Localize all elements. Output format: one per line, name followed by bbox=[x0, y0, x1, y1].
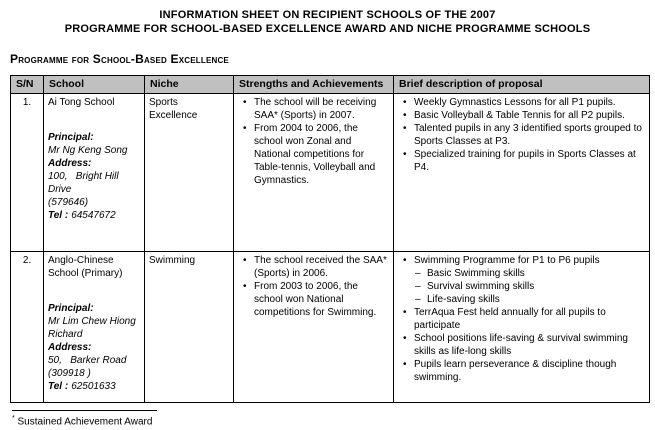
footnote-text: Sustained Achievement Award bbox=[17, 416, 153, 428]
cell-strengths bbox=[234, 252, 394, 403]
footnote-separator bbox=[12, 410, 157, 411]
bullet-icon: • bbox=[243, 255, 247, 266]
list-item: • TerrAqua Fest held annually for all pupils to participate bbox=[398, 306, 645, 332]
postal-code: (579646) bbox=[48, 197, 89, 208]
header-sn: S/N bbox=[11, 76, 44, 94]
tel-line bbox=[48, 380, 140, 393]
footnote bbox=[12, 412, 655, 428]
bullet-icon: • bbox=[403, 110, 407, 121]
schools-table bbox=[10, 75, 650, 403]
tel-line bbox=[48, 209, 140, 222]
principal-label: Principal: bbox=[48, 132, 94, 143]
sub-list-item: – Survival swimming skills bbox=[415, 281, 535, 292]
header-strengths: Strengths and Achievements bbox=[234, 76, 394, 94]
bullet-icon: • bbox=[243, 281, 247, 292]
list-item: • The school will be receiving SAA* (Sports) in 2007. bbox=[238, 96, 389, 122]
cell-niche: Sports Excellence bbox=[145, 94, 234, 252]
table-header-row bbox=[11, 76, 650, 94]
list-item: • From 2003 to 2006, the school won National competitions for Swimming. bbox=[238, 280, 389, 319]
list-item: • Swimming Programme for P1 to P6 pupils bbox=[398, 254, 645, 267]
principal-name: Mr Ng Keng Song bbox=[48, 145, 128, 156]
school-name: Ai Tong School bbox=[48, 97, 115, 108]
bullet-icon: • bbox=[243, 97, 247, 108]
dash-icon: – bbox=[415, 268, 421, 279]
address-line: 50, Barker Road bbox=[48, 355, 127, 366]
list-item: • From 2004 to 2006, the school won Zonal and National competitions for Table-tennis, Volleyball and Gymnastics. bbox=[238, 122, 389, 187]
address-line: 100, Bright Hill Drive bbox=[48, 171, 122, 195]
title-line-1: INFORMATION SHEET ON RECIPIENT SCHOOLS OF THE 2007 bbox=[159, 9, 496, 21]
address-label: Address: bbox=[48, 158, 92, 169]
bullet-icon: • bbox=[403, 359, 407, 370]
principal-label: Principal: bbox=[48, 303, 94, 314]
cell-school bbox=[44, 94, 145, 252]
address-label: Address: bbox=[48, 342, 92, 353]
cell-strengths bbox=[234, 94, 394, 252]
footnote-marker: * bbox=[12, 415, 15, 422]
school-contact bbox=[48, 131, 140, 222]
document-title bbox=[0, 0, 655, 36]
table-row bbox=[11, 94, 650, 252]
cell-school bbox=[44, 252, 145, 403]
table-row bbox=[11, 252, 650, 403]
principal-name: Mr Lim Chew Hiong Richard bbox=[48, 316, 136, 340]
header-niche: Niche bbox=[145, 76, 234, 94]
cell-sn: 2. bbox=[11, 252, 44, 403]
bullet-icon: • bbox=[403, 97, 407, 108]
dash-icon: – bbox=[415, 294, 421, 305]
tel-number: 62501633 bbox=[71, 381, 116, 392]
list-item: • School positions life-saving & survival swimming skills as life-long skills bbox=[398, 332, 645, 358]
bullet-icon: • bbox=[403, 255, 407, 266]
header-school: School bbox=[44, 76, 145, 94]
school-contact bbox=[48, 302, 140, 393]
bullet-icon: • bbox=[403, 149, 407, 160]
list-item: • Pupils learn perseverance & discipline though swimming. bbox=[398, 358, 645, 384]
cell-niche: Swimming bbox=[145, 252, 234, 403]
sub-list bbox=[413, 267, 645, 306]
header-proposal: Brief description of proposal bbox=[394, 76, 650, 94]
cell-proposal bbox=[394, 252, 650, 403]
bullet-icon: • bbox=[403, 333, 407, 344]
school-name: Anglo-Chinese School (Primary) bbox=[48, 255, 123, 279]
list-item: • The school received the SAA* (Sports) in 2006. bbox=[238, 254, 389, 280]
list-item: • Specialized training for pupils in Sports Classes at P4. bbox=[398, 148, 645, 174]
bullet-icon: • bbox=[403, 307, 407, 318]
bullet-icon: • bbox=[403, 123, 407, 134]
sub-list-item: – Life-saving skills bbox=[415, 294, 500, 305]
tel-label: Tel : bbox=[48, 381, 69, 392]
section-heading: Programme for School-Based Excellence bbox=[10, 52, 229, 66]
bullet-icon: • bbox=[243, 123, 247, 134]
list-item: • Weekly Gymnastics Lessons for all P1 pupils. bbox=[398, 96, 645, 109]
cell-proposal bbox=[394, 94, 650, 252]
sub-list-item: – Basic Swimming skills bbox=[415, 268, 525, 279]
tel-number: 64547672 bbox=[71, 210, 116, 221]
dash-icon: – bbox=[415, 281, 421, 292]
cell-sn: 1. bbox=[11, 94, 44, 252]
list-item: • Talented pupils in any 3 identified sports grouped to Sports Classes at P3. bbox=[398, 122, 645, 148]
title-line-2: PROGRAMME FOR SCHOOL-BASED EXCELLENCE AWARD AND NICHE PROGRAMME SCHOOLS bbox=[64, 23, 591, 35]
tel-label: Tel : bbox=[48, 210, 69, 221]
postal-code: (309918 ) bbox=[48, 368, 91, 379]
list-item: • Basic Volleyball & Table Tennis for all P2 pupils. bbox=[398, 109, 645, 122]
